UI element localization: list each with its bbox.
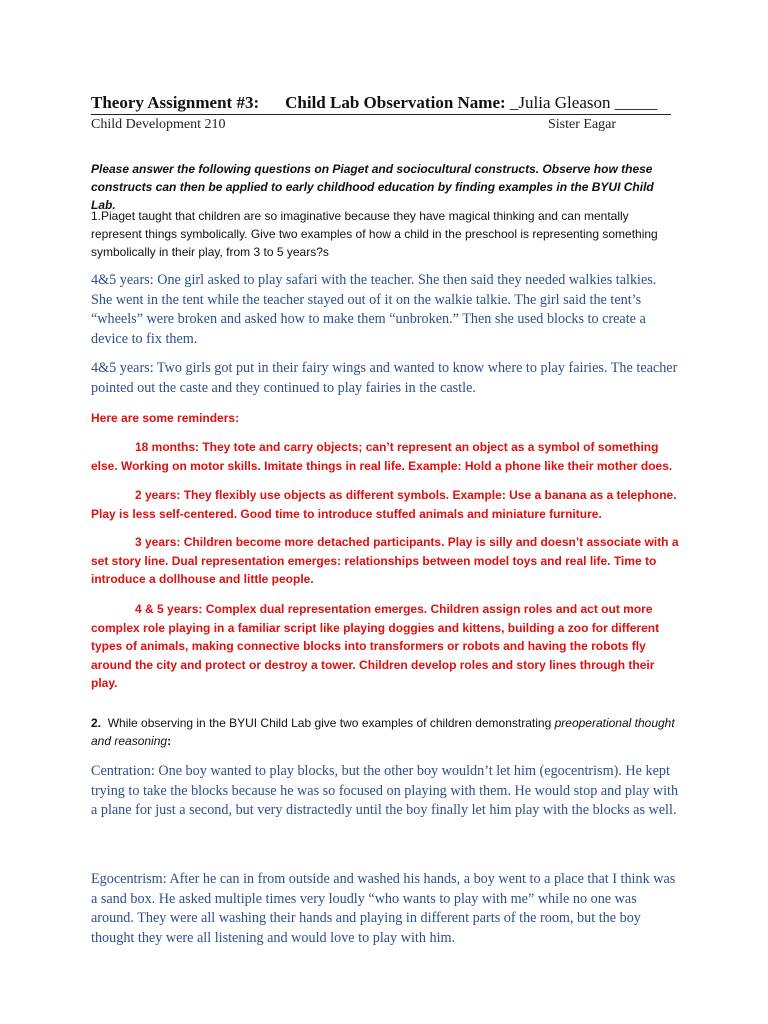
answer-2-centration: Centration: One boy wanted to play blocks, but the other boy wouldn’t let him (egocentrism). He kept trying to take the blocks because he was so focused on playing with them. He would stop and play with a plane for just a second, but very distractedly until the boy finally let him play with the blocks as well. <box>91 763 679 818</box>
answer-1-example-2: 4&5 years: Two girls got put in their fairy wings and wanted to know where to play fairies. The teacher pointed out the caste and they continued to play fairies in the castle. <box>91 360 678 396</box>
observation-title: Child Lab Observation Name: <box>285 93 506 112</box>
question-2-emphasis: preoperational thought and reasoning <box>91 716 675 748</box>
header-divider <box>91 114 671 115</box>
reminders-title: Here are some reminders: <box>91 411 240 425</box>
answer-1-example-1: 4&5 years: One girl asked to play safari with the teacher. She then said they needed walkies talkies. She went in the tent while the teacher stayed out of it on the walkie talkie. The girl said the tent’s “wheels” were broken and asked how to make them “unbroken.” Then she used blocks to create a device to fix them. <box>91 272 657 347</box>
reminder-18-months: 18 months: They tote and carry objects; can’t represent an object as a symbol of something else. Working on motor skills. Imitate things in real life. Example: Hold a phone like their mother does. <box>91 440 673 473</box>
reminder-3-years: 3 years: Children become more detached participants. Play is silly and doesn’t associate with a set story line. Dual representation emerges: relationships between model toys and real life. Time to introduce a dollhouse and little people. <box>91 535 679 586</box>
intro-instructions: Please answer the following questions on Piaget and sociocultural constructs. Observe how these constructs can then be applied to early childhood education by finding examples in the BYUI Child Lab. <box>91 162 654 212</box>
question-2 <box>91 714 681 750</box>
question-2-lead: While observing in the BYUI Child Lab give two examples of children demonstrating <box>107 716 552 730</box>
assignment-title: Theory Assignment #3: <box>91 93 260 112</box>
instructor-name: Sister Eagar <box>548 117 617 132</box>
question-2-end: : <box>167 734 172 748</box>
reminder-2-years: 2 years: They flexibly use objects as different symbols. Example: Use a banana as a telephone. Play is less self-centered. Good time to introduce stuffed animals and miniature furniture. <box>91 488 677 521</box>
question-2-number: 2. <box>91 716 102 730</box>
reminder-4-5-years: 4 & 5 years: Complex dual representation emerges. Children assign roles and act out more complex role playing in a familiar script like playing doggies and kittens, building a zoo for different types of animals, making connective blocks into transformers or robots and having the robots fly around the city and protect or destroy a tower. Children develop roles and story lines through their play. <box>91 602 660 690</box>
question-1: 1.Piaget taught that children are so imaginative because they have magical thinking and can mentally represent things symbolically. Give two examples of how a child in the preschool is representing something symbolically in their play, from 3 to 5 years?s <box>91 209 658 259</box>
student-name: _Julia Gleason _____ <box>509 93 658 112</box>
course-name: Child Development 210 <box>91 117 226 132</box>
answer-2-egocentrism: Egocentrism: After he can in from outside and washed his hands, a boy went to a place that I think was a sand box. He asked multiple times very loudly “who wants to play with me” while no one was around. They were all washing their hands and playing in different parts of the room, but the boy thought they were all listening and would love to play with him. <box>91 871 676 946</box>
page-header <box>91 93 671 113</box>
